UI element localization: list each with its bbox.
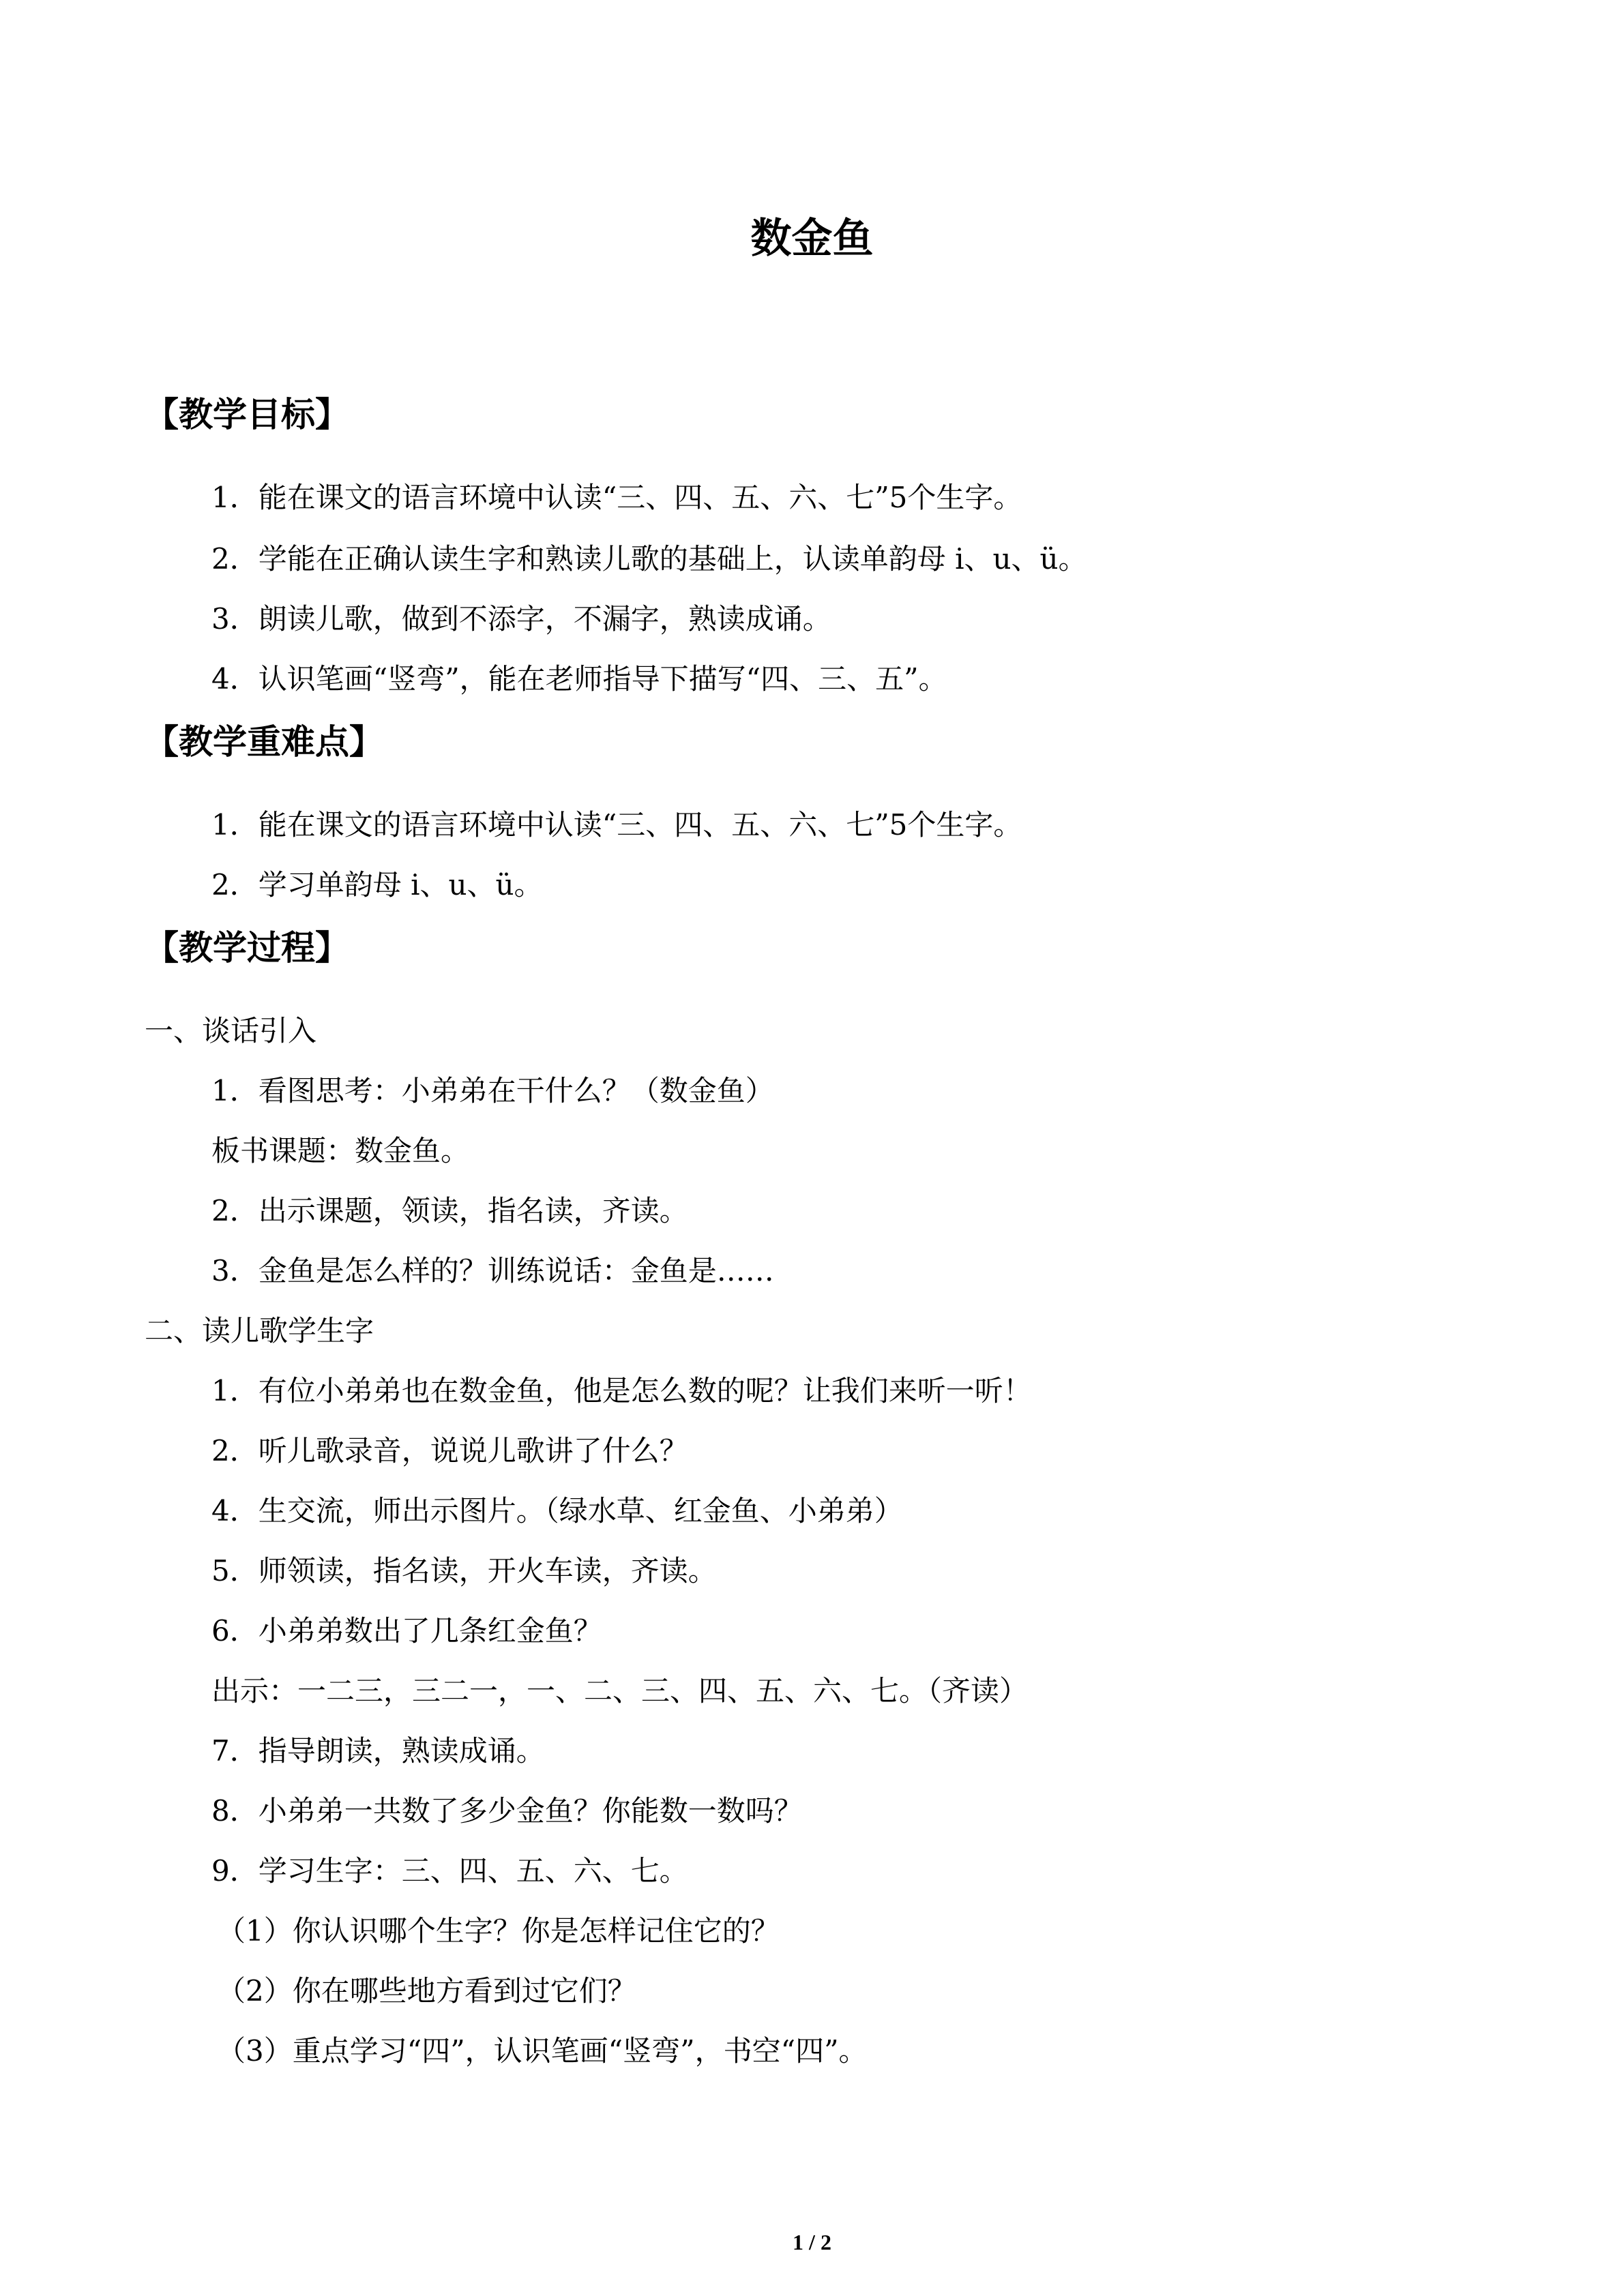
heading-objectives: 【教学目标】 [145,395,349,434]
process-line: 6．小弟弟数出了几条红金鱼？ [211,1614,602,1648]
document-title: 数金鱼 [750,215,874,263]
process-line: 8．小弟弟一共数了多少金鱼？你能数一数吗？ [211,1794,803,1828]
objective-item: 4．认识笔画“竖弯”，能在老师指导下描写“四、三、五”。 [211,662,947,696]
process-line: 2．出示课题，领读，指名读，齐读。 [211,1194,688,1227]
heading-key-points: 【教学重难点】 [145,722,383,762]
process-part-title: 二、读儿歌学生字 [145,1314,374,1347]
key-point-item: 1．能在课文的语言环境中认读“三、四、五、六、七”5个生字。 [211,808,1022,841]
objective-item: 3．朗读儿歌，做到不添字，不漏字，熟读成诵。 [211,602,831,636]
process-line: 9．学习生字：三、四、五、六、七。 [211,1854,688,1888]
process-part-title: 一、谈话引入 [145,1014,317,1047]
process-line: 4．生交流，师出示图片。（绿水草、红金鱼、小弟弟） [211,1494,903,1527]
process-line: 2．听儿歌录音，说说儿歌讲了什么？ [211,1434,688,1467]
heading-process: 【教学过程】 [145,928,349,968]
objective-item: 2．学能在正确认读生字和熟读儿歌的基础上，认读单韵母 i、u、ü。 [211,542,1087,576]
key-point-item: 2．学习单韵母 i、u、ü。 [211,868,543,901]
process-line: 5．师领读，指名读，开火车读，齐读。 [211,1554,717,1587]
process-sub-line: （2）你在哪些地方看到过它们？ [217,1974,636,2008]
objective-item: 1．能在课文的语言环境中认读“三、四、五、六、七”5个生字。 [211,481,1022,514]
process-line: 7．指导朗读，熟读成诵。 [211,1734,545,1768]
process-line: 1．看图思考：小弟弟在干什么？（数金鱼） [211,1074,774,1107]
process-line: 板书课题：数金鱼。 [211,1134,470,1167]
process-line: 3．金鱼是怎么样的？训练说话：金鱼是…… [211,1254,774,1287]
page-number: 1 / 2 [793,2230,831,2254]
process-sub-line: （3）重点学习“四”，认识笔画“竖弯”，书空“四”。 [217,2034,868,2068]
process-line: 1．有位小弟弟也在数金鱼，他是怎么数的呢？让我们来听一听！ [211,1374,1032,1407]
process-line: 出示：一二三，三二一，一、二、三、四、五、六、七。（齐读） [211,1674,1029,1708]
process-sub-line: （1）你认识哪个生字？你是怎样记住它的？ [217,1914,780,1948]
